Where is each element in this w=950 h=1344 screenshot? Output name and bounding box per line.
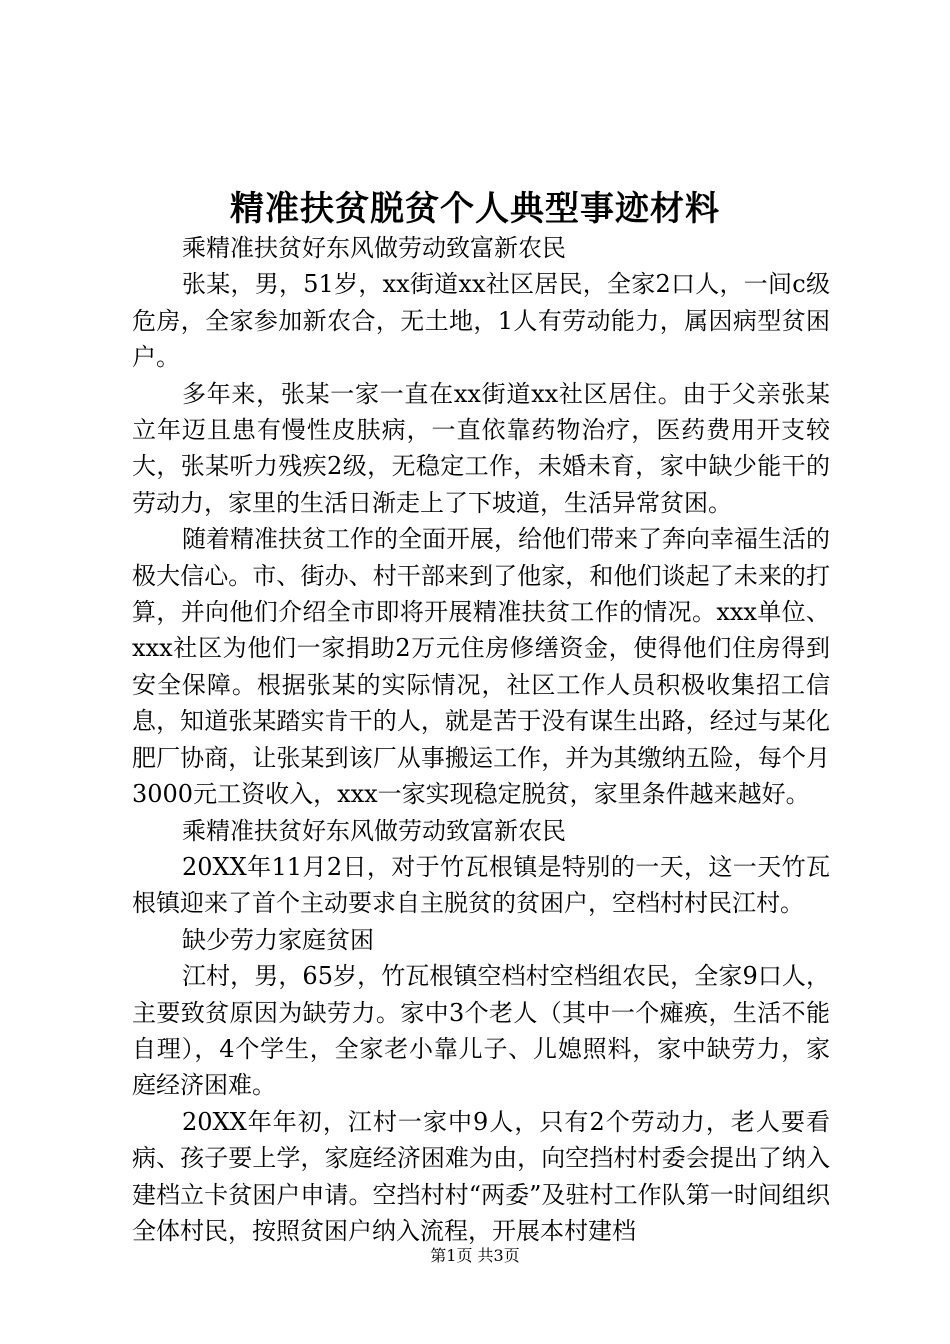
paragraph: 乘精准扶贫好东风做劳动致富新农民 (182, 816, 566, 845)
paragraph: 多年来，张某一家一直在xx街道xx社区居住。由于父亲张某立年迈且患有慢性皮肤病，一直依靠药物治疗，医药费用开支较大，张某听力残疾2级，无稳定工作，未婚未育，家中缺少能干的劳动力，家里的生活日渐走上了下坡道，生活异常贫困。 (132, 379, 830, 517)
paragraph: 随着精准扶贫工作的全面开展，给他们带来了奔向幸福生活的极大信心。市、街办、村干部来到了他家，和他们谈起了未来的打算，并向他们介绍全市即将开展精准扶贫工作的情况。xxx单位、xxx社区为他们一家捐助2万元住房修缮资金，使得他们住房得到安全保障。根据张某的实际情况，社区工作人员积极收集招工信息，知道张某踏实肯干的人，就是苦于没有谋生出路，经过与某化肥厂协商，让张某到该厂从事搬运工作，并为其缴纳五险，每个月3000元工资收入，xxx一家实现稳定脱贫，家里条件越来越好。 (132, 525, 830, 809)
paragraph: 20XX年年初，江村一家中9人，只有2个劳动力，老人要看病、孩子要上学，家庭经济困难为由，向空挡村村委会提出了纳入建档立卡贫困户申请。空挡村村“两委”及驻村工作队第一时间组织全体村民，按照贫困户纳入流程，开展本村建档 (132, 1107, 830, 1245)
paragraph: 20XX年11月2日，对于竹瓦根镇是特别的一天，这一天竹瓦根镇迎来了首个主动要求自主脱贫的贫困户，空档村村民江村。 (132, 852, 830, 918)
document-body (132, 230, 830, 1249)
page-footer: 第1页 共3页 (430, 1246, 520, 1265)
paragraph: 乘精准扶贫好东风做劳动致富新农民 (182, 234, 566, 262)
document-title: 精准扶贫脱贫个人典型事迹材料 (230, 189, 720, 229)
paragraph: 张某，男，51岁，xx街道xx社区居民，全家2口人，一间c级危房，全家参加新农合，无土地，1人有劳动能力，属因病型贫困户。 (132, 270, 830, 372)
paragraph: 缺少劳力家庭贫困 (182, 925, 374, 954)
paragraph: 江村，男，65岁，竹瓦根镇空档村空档组农民，全家9口人，主要致贫原因为缺劳力。家中3个老人（其中一个瘫痪，生活不能自理），4个学生，全家老小靠儿子、儿媳照料，家中缺劳力，家庭经济困难。 (132, 962, 830, 1100)
